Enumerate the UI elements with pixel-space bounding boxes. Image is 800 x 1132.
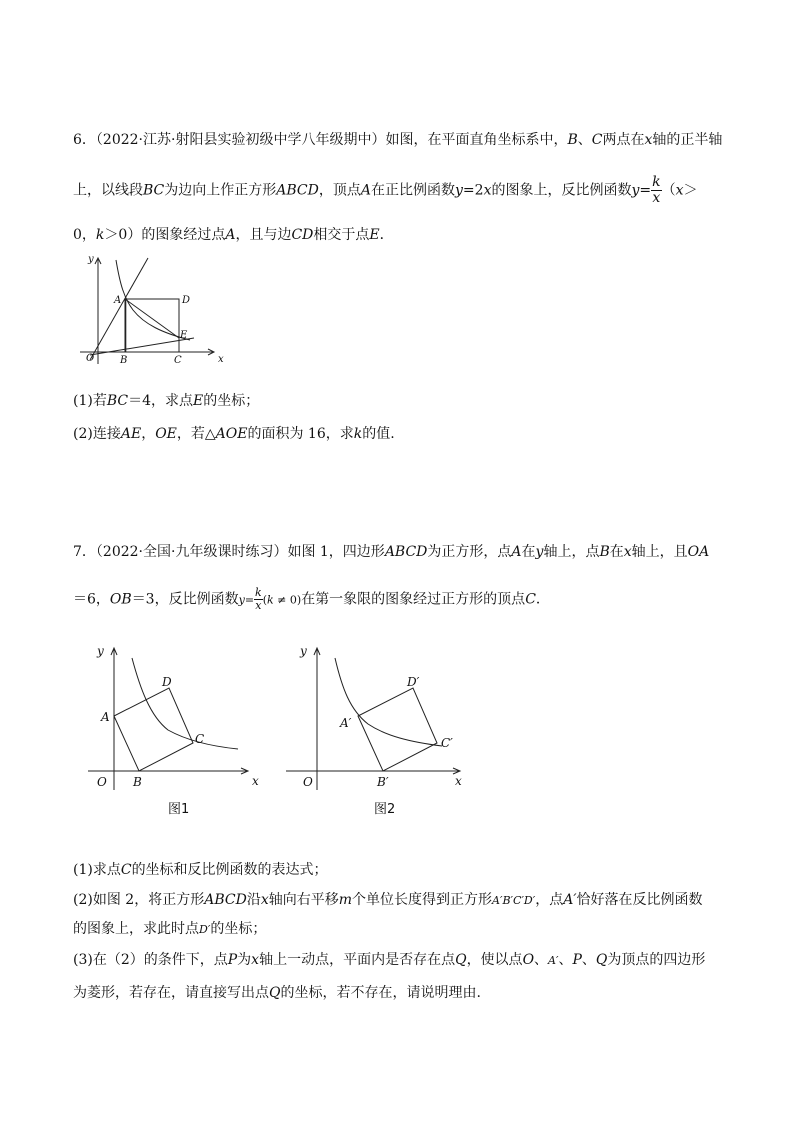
q6-text: ＞ xyxy=(683,182,698,199)
q7-fraction xyxy=(254,587,263,612)
q6-line-3 xyxy=(73,224,394,244)
q7-sub-2 xyxy=(73,889,703,909)
q7-text: ＝6， xyxy=(73,591,110,608)
fraction-denominator: x xyxy=(255,599,262,612)
q6-text: 、 xyxy=(577,132,592,148)
q6-text: （ xyxy=(661,182,676,199)
square-abcd-translated xyxy=(358,688,437,771)
fig1-label-a: A xyxy=(101,710,110,724)
q6-text: E xyxy=(193,393,204,409)
q6-text: BC xyxy=(143,182,165,199)
q7-text: P xyxy=(227,952,238,968)
q7-text: A′ xyxy=(548,954,559,967)
q6-text: CD xyxy=(291,227,314,243)
fig2-label-a: A′ xyxy=(340,716,352,730)
q7-text: ABCD xyxy=(204,892,247,908)
q7-text: 沿 xyxy=(246,892,261,908)
q7-source: （2022·全国·九年级课时练习） xyxy=(95,544,288,560)
q6-text: 在正比例函数 xyxy=(371,182,455,199)
q7-text: 恰好落在反比例函数 xyxy=(576,892,703,908)
fig2-label-d: D′ xyxy=(407,675,420,689)
fig-label-e: E xyxy=(180,330,188,341)
fraction-numerator: k xyxy=(255,586,262,599)
diagonal-AE xyxy=(125,299,179,338)
q6-text: k xyxy=(353,426,363,442)
q6-text: ABCD xyxy=(276,182,319,199)
q7-text: k xyxy=(267,593,274,607)
q7-text: 的坐标和反比例函数的表达式； xyxy=(131,862,328,878)
q7-text: 轴上，且 xyxy=(631,544,688,560)
q7-text: y xyxy=(535,544,544,560)
fig2-label-c: C′ xyxy=(441,736,453,750)
q6-text: 两点在 xyxy=(602,132,645,148)
q7-text: m xyxy=(338,892,352,908)
fig-label-b: B xyxy=(120,355,128,366)
fig1-label-x: x xyxy=(252,774,259,788)
q7-text: 在第一象限的图象经过正方形的顶点 xyxy=(301,591,526,608)
q7-text: ，点 xyxy=(535,892,564,908)
q6-text: 相交于点 xyxy=(313,227,370,243)
q6-text: ， xyxy=(141,426,156,442)
q7-text: ＝3，反比例函数 xyxy=(131,591,239,608)
q7-text: 、 xyxy=(534,952,549,968)
q6-text: 如图，在平面直角坐标系中， xyxy=(385,132,568,148)
hyperbola xyxy=(132,658,238,749)
q7-text: 、 xyxy=(581,952,596,968)
q6-text: ＝4，求点 xyxy=(128,393,194,409)
fig-label-o: O xyxy=(86,353,95,364)
q7-text: 如图 1，四边形 xyxy=(287,544,385,560)
fig1-label-b: B xyxy=(133,775,142,789)
fig1-label-c: C xyxy=(195,732,205,746)
q7-sub-2-cont xyxy=(73,918,266,938)
q6-text: 轴的正半轴 xyxy=(652,132,723,148)
fig2-label-o: O xyxy=(303,775,313,789)
q7-text: Q xyxy=(455,952,467,968)
q7-text: ，使以点 xyxy=(466,952,523,968)
fig1-label-o: O xyxy=(97,775,107,789)
q7-line-2 xyxy=(73,587,550,612)
q7-text: 的图象上，求此时点 xyxy=(73,921,199,937)
fig2-label-b: B′ xyxy=(377,775,389,789)
q7-text: O xyxy=(522,952,535,968)
q6-text: ，且与边 xyxy=(235,227,292,243)
q6-text: x xyxy=(483,182,492,199)
q7-text: A′B′C′D′ xyxy=(492,894,536,907)
q7-text: C xyxy=(525,591,536,608)
q6-text: ，若△ xyxy=(176,426,216,442)
q6-sub-2 xyxy=(73,423,395,443)
q7-text: x xyxy=(260,892,269,908)
q7-text: Q xyxy=(269,985,281,1001)
fraction-denominator: x xyxy=(652,190,661,206)
q6-line-2 xyxy=(73,175,698,206)
q7-text: (1)求点 xyxy=(73,862,121,878)
q7-text: x xyxy=(623,544,632,560)
q6-text: 的图象上，反比例函数 xyxy=(491,182,632,199)
fig-label-y: y xyxy=(88,254,94,265)
q6-text: x xyxy=(644,132,653,148)
q7-text: 、 xyxy=(558,952,573,968)
q6-text: ，顶点 xyxy=(318,182,361,199)
q7-text: A′ xyxy=(563,892,577,908)
fig2-label-x: x xyxy=(455,774,462,788)
q6-text: 的面积为 16，求 xyxy=(247,426,354,442)
q7-text: 轴上，点 xyxy=(543,544,600,560)
q7-text: 为菱形，若存在，请直接写出点 xyxy=(73,985,269,1001)
fig1-caption: 图1 xyxy=(168,802,190,817)
q6-text: y xyxy=(455,182,463,199)
q6-text: k xyxy=(95,227,105,243)
q7-text: = xyxy=(244,593,255,607)
q6-number: 6． xyxy=(73,132,96,148)
q7-text: A xyxy=(511,544,522,560)
q6-text: = xyxy=(639,182,652,199)
q6-text: =2 xyxy=(462,182,484,199)
q6-text: BC xyxy=(106,393,129,409)
q6-text: (2)连接 xyxy=(73,426,121,442)
q6-text: 的值. xyxy=(362,426,395,442)
q7-text: (2)如图 2，将正方形 xyxy=(73,892,205,908)
q7-text: 为顶点的四边形 xyxy=(607,952,706,968)
q6-source: （2022·江苏·射阳县实验初级中学八年级期中） xyxy=(95,132,386,148)
q7-text: 为 xyxy=(237,952,252,968)
q7-sub-1 xyxy=(73,859,328,879)
q6-fraction xyxy=(651,175,661,206)
hyperbola xyxy=(335,658,442,746)
q7-text: OB xyxy=(109,591,132,608)
fig-label-x: x xyxy=(218,354,224,365)
q7-text: B xyxy=(599,544,610,560)
fraction-numerator: k xyxy=(652,174,661,190)
q7-sub-3 xyxy=(73,949,705,969)
fig2-caption: 图2 xyxy=(374,802,396,817)
q6-text: 的坐标； xyxy=(203,393,260,409)
q6-figure xyxy=(78,252,228,370)
q6-text: E xyxy=(369,227,380,243)
q6-text: ． xyxy=(379,227,394,243)
q7-text: 在 xyxy=(521,544,536,560)
q7-sub-3-cont xyxy=(73,982,481,1002)
q7-text: 为正方形，点 xyxy=(427,544,512,560)
square-abcd xyxy=(114,688,193,771)
q6-sub-1 xyxy=(73,390,259,410)
q7-text: 个单位长度得到正方形 xyxy=(352,892,492,908)
q6-text: AE xyxy=(120,426,142,442)
q7-text: (3)在（2）的条件下，点 xyxy=(73,952,228,968)
fig2-label-y: y xyxy=(300,644,307,658)
q7-line-1 xyxy=(73,541,709,561)
q7-text: 的坐标，若不存在，请说明理由. xyxy=(280,985,481,1001)
q7-number: 7． xyxy=(73,544,96,560)
q7-text: ( xyxy=(262,593,268,607)
q6-text: x xyxy=(675,182,684,199)
q6-text: ＞0）的图象经过点 xyxy=(104,227,226,243)
q6-text: y xyxy=(631,182,640,199)
q6-text: A xyxy=(225,227,236,243)
q7-text: 轴上一动点，平面内是否存在点 xyxy=(259,952,456,968)
q7-text: ． xyxy=(535,591,550,608)
fig1-label-d: D xyxy=(162,675,172,689)
q7-text: D′ xyxy=(199,923,211,936)
q7-text: y xyxy=(238,593,245,607)
q6-text: 上，以线段 xyxy=(73,182,143,199)
fig1-label-y: y xyxy=(97,644,104,658)
q6-text: B xyxy=(567,132,578,148)
q7-text: x xyxy=(251,952,260,968)
q7-figure-2 xyxy=(286,640,486,820)
q7-text: 的坐标； xyxy=(210,921,267,937)
fig-label-d: D xyxy=(182,295,191,306)
q7-text: C xyxy=(120,862,132,878)
q6-text: (1)若 xyxy=(73,393,107,409)
q7-figure-1 xyxy=(88,640,268,820)
q6-text: 为边向上作正方形 xyxy=(164,182,277,199)
q7-text: OA xyxy=(687,544,710,560)
q6-text: C xyxy=(591,132,603,148)
q7-text: ≠ 0) xyxy=(273,593,302,607)
q7-text: 轴向右平移 xyxy=(268,892,339,908)
q7-text: 在 xyxy=(609,544,624,560)
fig-label-a: A xyxy=(114,295,122,306)
q6-text: A xyxy=(360,182,371,199)
q6-text: 0， xyxy=(73,227,96,243)
q6-line-1 xyxy=(73,129,722,149)
q6-text: AOE xyxy=(215,426,248,442)
q7-text: Q xyxy=(595,952,608,968)
q7-text: ABCD xyxy=(384,544,428,560)
fig-label-c: C xyxy=(174,355,182,366)
q7-text: P xyxy=(572,952,582,968)
q6-text: OE xyxy=(155,426,177,442)
